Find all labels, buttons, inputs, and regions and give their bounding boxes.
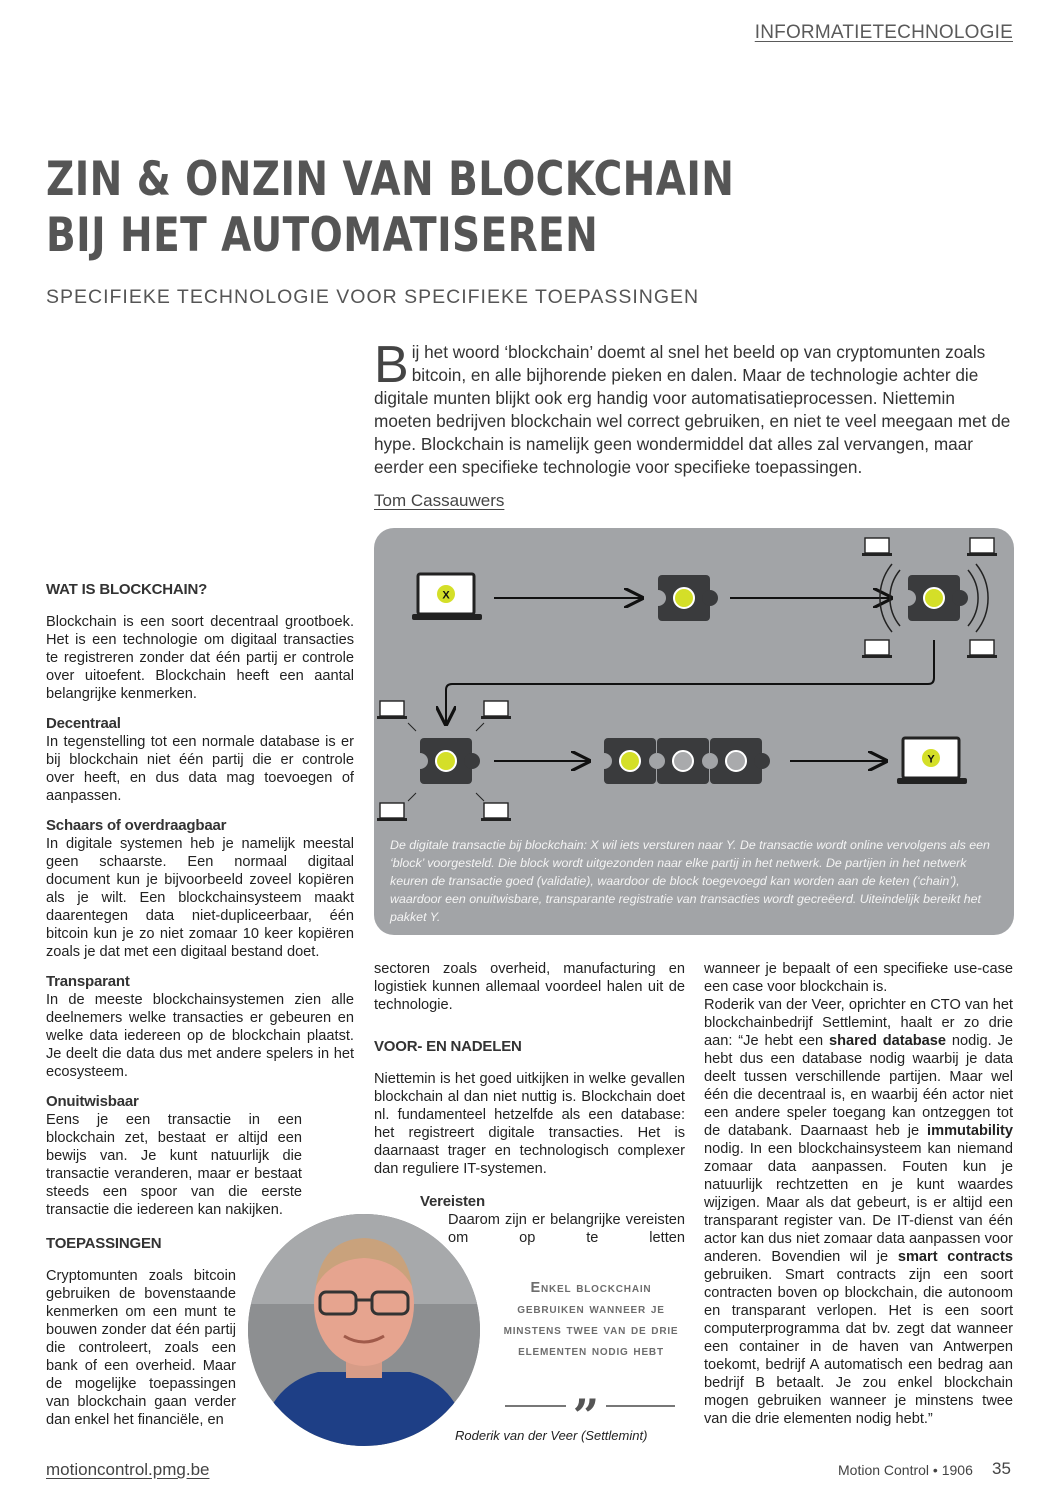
network-laptop-icon	[862, 640, 892, 658]
paragraph: Eens je een transactie in een blockchain zet, bestaat er altijd een bewijs van. Je kunt natuurlijk die transactie veranderen, maar er bestaat steeds een spoor van die eerste transactie die iedereen kan nakijken.	[46, 1112, 302, 1218]
paragraph: In tegenstelling tot een normale database is er bij blockchain niet één partij die er controle over heeft, en dus data mag toevoegen of aanpassen.	[46, 734, 354, 804]
network-laptop-icon	[862, 538, 892, 556]
heading-voor-en-nadelen: VOOR- EN NADELEN	[374, 1038, 522, 1055]
validation-block	[412, 738, 480, 784]
paragraph: Daarom zijn er belangrijke vereisten om op te letten	[448, 1212, 685, 1246]
blockchain-diagram	[374, 528, 1014, 848]
heading-what-is-blockchain: WAT IS BLOCKCHAIN?	[46, 581, 208, 598]
network-laptop-icon	[967, 538, 997, 556]
blockchain-chain	[596, 738, 770, 784]
validator-laptop-icon	[377, 803, 407, 821]
column-2	[374, 960, 685, 1178]
bold-term: shared database	[829, 1033, 947, 1049]
lead-paragraph	[374, 336, 1014, 479]
website-link[interactable]: motioncontrol.pmg.be	[46, 1460, 210, 1479]
validator-laptop-icon	[481, 803, 511, 821]
validator-laptop-icon	[377, 701, 407, 719]
quote-attribution: Roderik van der Veer (Settlemint)	[455, 1428, 648, 1443]
paragraph: Niettemin is het goed uitkijken in welke gevallen blockchain al dan niet nuttig is. Blockchain doet nl. fundamenteel hetzelfde als een database: het registreert digitale transacties. Het is daarnaast trager en technologisch complexer dan reguliere IT-systemen.	[374, 1071, 685, 1177]
issue-label: Motion Control • 1906	[838, 1462, 973, 1478]
arrow-3	[446, 640, 934, 724]
paragraph: wanneer je bepaalt of een specifieke use-case een case voor blockchain is.	[704, 961, 1013, 995]
paragraph: Cryptomunten zoals bitcoin gebruiken de bovenstaande kenmerken om een munt te bouwen zonder dat één partij die controleert, zoals een bank of een overheid. Maar de mogelijke toepassingen van blockchain gaan verder dan enkel het financiële, en	[46, 1268, 236, 1428]
vereisten-block	[420, 1193, 685, 1247]
paragraph: Roderik van der Veer, oprichter en CTO van het blockchainbedrijf Settlemint, haalt er zo drie aan: “Je hebt een shared database nodig. Je hebt dus een database nodig waarbij je data deelt tussen verschillende partijen. Maar wel één die decentraal is, en waarbij één actor niet een andere speler toegang kan ontzeggen tot de databank. Daarnaast heb je immutability nodig. In een blockchainsysteem kan niemand zomaar data aanpassen. Fouten kun je natuurlijk rechtzetten en je kunt waardes wijzigen. Maar als dat gebeurt, is er altijd een transparant register van. De IT-dienst van één actor kan dus niet zomaar data aanpassen voor anderen. Bovendien wil je smart contracts gebruiken. Smart contracts zijn een soort contracten boven op blockchain, die autonoom en transparant verlopen. Het is een soort computerprogramma dat bv. zegt dat wanneer een container in de haven van Antwerpen toekomt, bedrijf A automatisch een bedrag aan bedrijf B betaalt. Je zou enkel blockchain mogen gebruiken wanneer je minstens twee van die drie elementen nodig hebt.”	[704, 997, 1014, 1427]
paragraph: Blockchain is een soort decentraal grootboek. Het is een technologie om digitaal transacties te registreren zonder dat één partij er controle over uitoefent. Blockchain heeft een aantal belangrijke kenmerken.	[46, 614, 354, 702]
paragraph: sectoren zoals overheid, manufacturing en logistiek kunnen allemaal voordeel halen uit de technologie.	[374, 961, 685, 1013]
article-title-line-1: ZIN & ONZIN VAN BLOCKCHAIN	[46, 152, 735, 207]
portrait-photo	[248, 1214, 480, 1446]
network-laptop-icon	[967, 640, 997, 658]
sender-label: X	[442, 589, 450, 602]
article-subtitle: SPECIFIEKE TECHNOLOGIE VOOR SPECIFIEKE TOEPASSINGEN	[46, 286, 700, 308]
bold-term: immutability	[927, 1123, 1013, 1139]
transaction-block	[650, 575, 718, 621]
subheading-decentraal: Decentraal	[46, 715, 121, 732]
bold-term: smart contracts	[897, 1249, 1014, 1265]
diagram-caption: De digitale transactie bij blockchain: X wil iets versturen naar Y. De transactie wordt online vervolgens als een ‘block’ voorgesteld. Die block wordt uitgezonden naar elke partij in het netwerk. De partijen in het netwerk keuren de transactie goed (validatie), waardoor de block toegevoegd kan worden aan de keten (‘chain’), waardoor een onuitwisbare, transparante registratie van transacties wordt gecreëerd. Uiteindelijk bereikt het pakket Y.	[390, 838, 990, 924]
lead-text: ij het woord ‘blockchain’ doemt al snel het beeld op van cryptomunten zoals bitcoin, en alle bijhorende pieken en dalen. Maar de technologie achter die digitale munten blijkt ook erg handig voor automatisatieprocessen. Niettemin moeten bedrijven blockchain wel correct gebruiken, en niet te veel meegaan met de hype. Blockchain is namelijk geen wondermiddel dat alles zal vervangen, maar eerder een specifieke technologie voor specifieke toepassingen.	[374, 342, 1011, 477]
diagram-box	[374, 528, 1014, 935]
article-title-line-2: BIJ HET AUTOMATISEREN	[46, 208, 599, 263]
heading-toepassingen: TOEPASSINGEN	[46, 1235, 162, 1252]
page-number: 35	[992, 1459, 1011, 1478]
subheading-transparant: Transparant	[46, 973, 130, 990]
paragraph: In digitale systemen heb je namelijk meestal geen schaarste. Een normaal digitaal document kun je bijvoorbeeld zoveel kopiëren als je wilt. Een blockchainsysteem maakt daarentegen data niet-dupliceerbaar, één bitcoin kun je zo niet zomaar 10 keer kopiëren zoals je dat met een digitaal bestand doet.	[46, 836, 354, 960]
drop-cap: B	[374, 336, 409, 394]
quote-mark-icon: ”	[566, 1392, 606, 1426]
paragraph: In de meeste blockchainsystemen zien alle deelnemers welke transacties er gebeuren en welke data iedereen op de blockchain plaatst. Je deelt die data dus met andere spelers in het ecosysteem.	[46, 992, 354, 1080]
validator-laptop-icon	[481, 701, 511, 719]
receiver-label: Y	[927, 753, 935, 766]
section-label[interactable]: INFORMATIETECHNOLOGIE	[754, 22, 1013, 43]
broadcast-block	[880, 564, 988, 632]
subheading-onuitwisbaar: Onuitwisbaar	[46, 1093, 139, 1110]
subheading-schaars: Schaars of overdraagbaar	[46, 817, 227, 834]
column-3	[704, 960, 1013, 1428]
pull-quote: Enkel blockchain gebruiken wanneer je minstens twee van de drie elementen nodig hebt	[503, 1280, 679, 1359]
author-link[interactable]: Tom Cassauwers	[374, 491, 505, 510]
subheading-vereisten: Vereisten	[420, 1193, 485, 1210]
